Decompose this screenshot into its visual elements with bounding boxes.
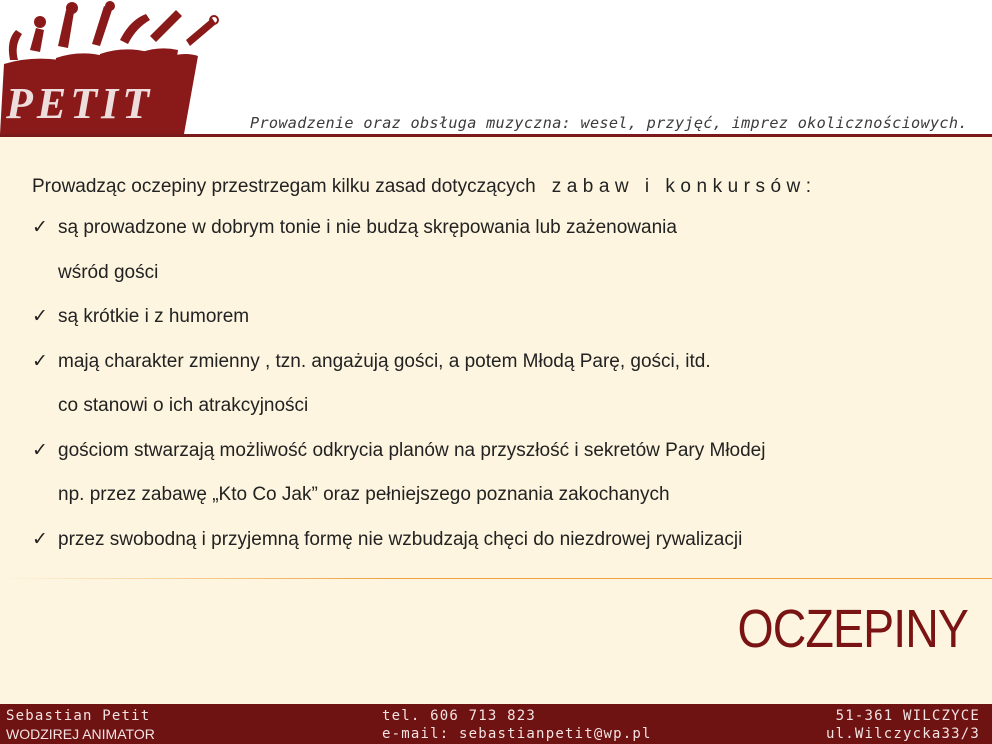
checkmark-icon: ✓ — [32, 439, 48, 461]
list-item-text: co stanowi o ich atrakcyjności — [58, 395, 309, 416]
footer-phone: tel. 606 713 823 — [382, 708, 537, 724]
intro-line — [32, 168, 982, 206]
list-item — [32, 206, 982, 295]
logo-text: PETIT — [6, 79, 154, 128]
list-item — [32, 429, 982, 518]
page-title: OCZEPINY — [737, 599, 968, 659]
list-item-text: mają charakter zmienny , tzn. angażują gości, a potem Młodą Parę, gości, itd. — [58, 350, 711, 372]
header — [0, 0, 992, 137]
tagline: Prowadzenie oraz obsługa muzyczna: wesel, przyjęć, imprez okolicznościowych. — [250, 114, 968, 132]
footer-city: 51-361 WILCZYCE — [835, 708, 980, 724]
list-item-text: są prowadzone w dobrym tonie i nie budzą skrępowania lub zażenowania — [58, 217, 677, 238]
checkmark-icon: ✓ — [32, 306, 48, 327]
list-item-text: np. przez zabawę „Kto Co Jak” oraz pełniejszego poznania zakochanych — [58, 484, 670, 505]
footer-role: WODZIREJ ANIMATOR — [6, 726, 155, 742]
checkmark-icon: ✓ — [32, 217, 48, 238]
footer-email[interactable]: e-mail: sebastianpetit@wp.pl — [382, 726, 652, 742]
checkmark-icon: ✓ — [32, 528, 48, 550]
footer-street: ul.Wilczycka33/3 — [825, 726, 980, 742]
footer-contact-name — [6, 707, 155, 743]
footer-contact-details — [382, 707, 652, 743]
intro-emphasis: zabaw i konkursów: — [551, 176, 817, 197]
list-item-text: są krótkie i z humorem — [58, 306, 250, 327]
list-item — [32, 295, 982, 340]
section-divider — [0, 578, 992, 579]
list-item-text: przez swobodną i przyjemną formę nie wzbudzają chęci do niezdrowej rywalizacji — [58, 528, 743, 550]
checkmark-icon: ✓ — [32, 350, 48, 372]
list-item — [32, 518, 982, 563]
header-divider — [0, 134, 992, 137]
list-item-text: gościom stwarzają możliwość odkrycia planów na przyszłość i sekretów Pary Młodej — [58, 439, 766, 461]
footer — [0, 704, 992, 744]
footer-address — [826, 707, 980, 743]
rules-content — [32, 168, 982, 562]
list-item-text: wśród gości — [58, 261, 159, 283]
rules-list — [32, 206, 982, 562]
intro-text: Prowadząc oczepiny przestrzegam kilku zasad dotyczących — [32, 176, 536, 197]
footer-name: Sebastian Petit — [6, 708, 151, 724]
list-item — [32, 340, 982, 429]
petit-logo — [0, 0, 225, 137]
